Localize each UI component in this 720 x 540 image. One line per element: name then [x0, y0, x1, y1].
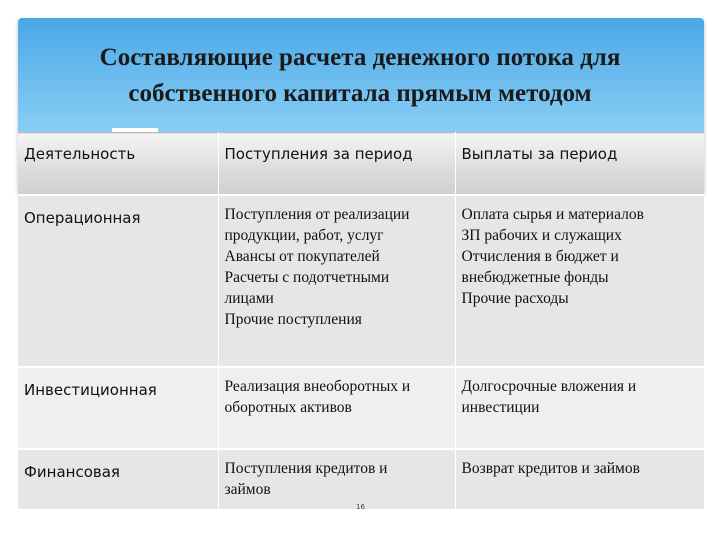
payments-line: Долгосрочные вложения и: [461, 377, 637, 395]
receipts-line: продукции, работ, услуг: [224, 226, 384, 244]
payments-cell: [455, 195, 704, 367]
payments-line: Отчисления в бюджет и: [461, 247, 619, 265]
receipts-line: лицами: [224, 289, 274, 307]
receipts-line: Расчеты с подотчетными: [224, 268, 390, 286]
receipts-cell: [218, 195, 455, 367]
payments-line: инвестиции: [461, 398, 540, 416]
payments-line: ЗП рабочих и служащих: [461, 226, 622, 244]
payments-line: Оплата сырья и материалов: [461, 205, 644, 223]
table-row: [18, 449, 704, 509]
page-number: 16: [356, 503, 365, 511]
receipts-cell: [218, 449, 455, 509]
header-receipts: Поступления за период: [218, 133, 455, 195]
receipts-line: Реализация внеоборотных и: [224, 377, 411, 395]
receipts-line: оборотных активов: [224, 398, 352, 416]
table-row: [18, 367, 704, 449]
activity-cell: Операционная: [18, 195, 218, 367]
table-header-row: [18, 133, 704, 195]
receipts-line: займов: [224, 480, 271, 498]
slide-title-line-1: Составляющие расчета денежного потока для: [99, 44, 621, 71]
cash-flow-table: [18, 132, 704, 509]
payments-cell: [455, 449, 704, 509]
receipts-line: Поступления кредитов и: [224, 459, 388, 477]
receipts-cell: [218, 367, 455, 449]
slide-title: [30, 40, 690, 112]
receipts-line: Поступления от реализации: [224, 205, 410, 223]
slide-title-line-2: собственного капитала прямым методом: [128, 80, 592, 107]
payments-line: Прочие расходы: [461, 289, 569, 307]
payments-line: внебюджетные фонды: [461, 268, 609, 286]
table-row: [18, 195, 704, 367]
header-activity: Деятельность: [18, 133, 218, 195]
receipts-line: Авансы от покупателей: [224, 247, 380, 265]
activity-cell: Инвестиционная: [18, 367, 218, 449]
payments-line: Возврат кредитов и займов: [461, 459, 640, 477]
header-payments: Выплаты за период: [455, 133, 704, 195]
activity-cell: Финансовая: [18, 449, 218, 509]
receipts-line: Прочие поступления: [224, 310, 362, 328]
payments-cell: [455, 367, 704, 449]
